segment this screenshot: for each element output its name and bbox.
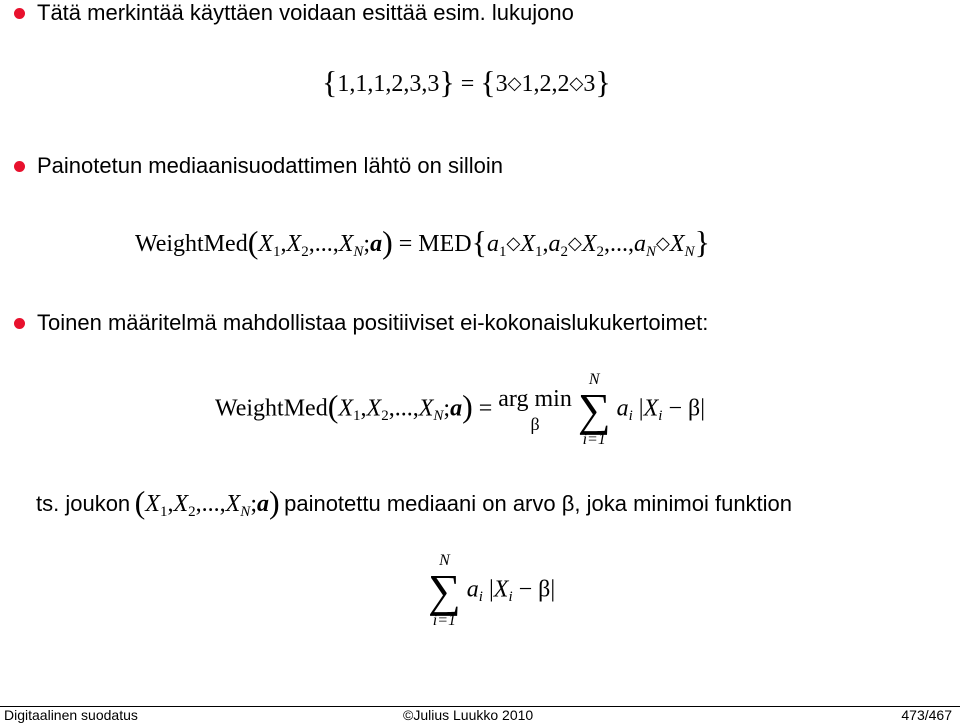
bullet-item-3 [14, 310, 708, 336]
footer-copyright: ©Julius Luukko 2010 [403, 707, 534, 723]
equation-sequence: {1,1,1,2,3,3} = {3◇1,2,2◇3} [322, 64, 611, 100]
summation-symbol: N ∑ i=1 [428, 552, 461, 629]
bullet-dot-icon [14, 318, 25, 329]
slide-footer [0, 706, 960, 725]
ts-line: ts. joukon $(X_1,X_2,...,X_N;a)$ painotettu mediaani on arvo β, joka minimoi funktion [36, 484, 793, 520]
bullet-text: Tätä merkintää käyttäen voidaan esittää esim. lukujono [37, 0, 574, 25]
bullet-dot-icon [14, 8, 25, 19]
equation-sum-function: N ∑ i=1 $a_i$ $|X_i - \beta|$ [428, 552, 556, 629]
equation-weightmed-argmin: $WeightMed(X_1,X_2,...,X_N;a)$ = arg min β N ∑ i=1 $a_i$ $|X_i - \beta|$ [215, 371, 706, 448]
bullet-item-2 [14, 153, 503, 179]
summation-symbol: N ∑ i=1 [577, 371, 611, 448]
bullet-text: Toinen määritelmä mahdollistaa positiiviset ei-kokonaislukukertoimet: [37, 310, 709, 335]
footer-page-number: 473/467 [901, 707, 952, 723]
footer-course: Digitaalinen suodatus [4, 707, 138, 723]
bullet-dot-icon [14, 161, 25, 172]
bullet-item-1 [14, 0, 574, 26]
bullet-text: Painotetun mediaanisuodattimen lähtö on silloin [37, 153, 503, 178]
argmin-operator: arg min β [498, 385, 572, 434]
equation-weightmed-med: $WeightMed(X_1,X_2,...,X_N;a)$ = $MED\{a_1◇X_1,a_2◇X_2,...,a_N◇X_N\}$ [135, 224, 710, 260]
